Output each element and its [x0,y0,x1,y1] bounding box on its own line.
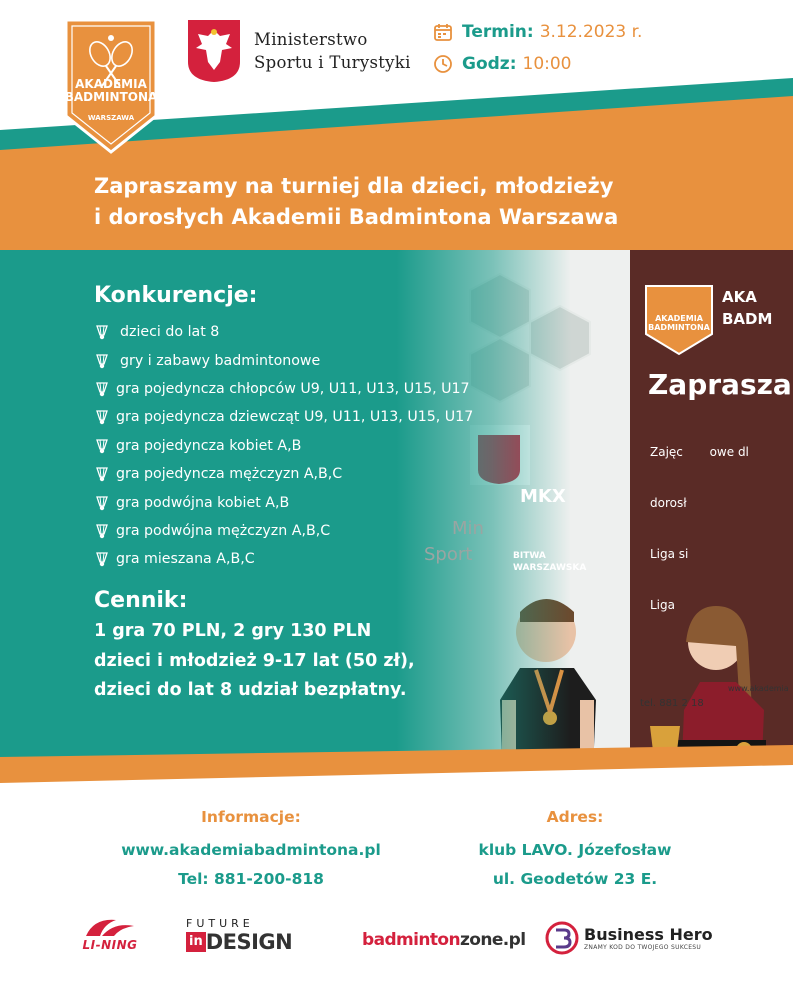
time-label: Godz: [462,54,517,74]
date-label: Termin: [462,22,534,42]
banner-footer: tel. 881 2 18 [640,698,704,709]
pricing-title: Cennik: [94,588,188,613]
pricing-section [94,588,494,706]
shuttlecock-icon [94,381,110,397]
competition-label: gry i zabawy badmintonowe [120,352,321,369]
price-line-2: dzieci i młodzież 9-17 lat (50 zł), [94,650,415,671]
competition-label: dzieci do lat 8 [120,324,220,341]
list-item [94,318,534,346]
headline-line-2: i dorosłych Akademii Badmintona Warszawa [94,205,619,229]
badmintonzone-logo [362,930,525,950]
logo-line-1: AKADEMIA [75,77,147,91]
lining-text: LI-NING [82,938,138,952]
headline-line-1: Zapraszamy na turniej dla dzieci, młodzieży [94,174,614,198]
address-line-1: klub LAVO. Józefosław [478,841,672,859]
lining-mark-icon [80,916,140,938]
shirt-print: MKX [520,486,566,507]
contact-info [96,808,406,894]
ministry-name [254,28,411,74]
list-item [94,403,534,431]
price-line-1: 1 gra 70 PLN, 2 gry 130 PLN [94,621,372,641]
event-time [432,50,642,78]
header [0,0,793,260]
future-in-box: in [186,932,206,952]
shirt-subtext: BITWA WARSZAWSKA [513,551,587,573]
competition-label: gra pojedyncza kobiet A,B [116,437,302,454]
price-line-3: dzieci do lat 8 udział bezpłatny. [94,680,407,700]
shuttlecock-icon [94,551,110,567]
website-link[interactable]: www.akademiabadmintona.pl [121,841,381,859]
list-item [94,517,534,545]
logo-text [62,78,160,125]
future-in-design-logo [186,918,292,954]
calendar-icon [432,21,454,43]
list-item [94,545,534,573]
poland-emblem-icon [186,18,242,84]
ministry-line-2: Sportu i Turystyki [254,53,411,72]
banner-lines [650,410,749,648]
list-item [94,375,534,403]
list-item [94,432,534,460]
business-hero-tagline: ZNAMY KOD DO TWOJEGO SUKCESU [584,943,702,951]
future-design-text: DESIGN [205,930,293,954]
logo-line-2: BADMINTONA [64,90,158,104]
competitions-section [94,283,534,574]
sponsors-bar [0,912,793,972]
business-hero-mark-icon [544,920,580,956]
time-value: 10:00 [522,54,572,74]
banner-logo [644,284,714,356]
banner-line-1: Zajęc owe dl [650,445,749,459]
banner-line-2: dorosł [650,496,687,510]
ministry-line-1: Ministerstwo [254,30,368,49]
shuttlecock-icon [94,438,110,454]
banner-side-text: AKA BADM [722,288,773,328]
address-title: Adres: [546,808,604,826]
competitions-title: Konkurencje: [94,283,258,308]
event-date [432,18,642,46]
shuttlecock-icon [94,353,110,369]
banner-logo-text: AKADEMIA BADMINTONA [648,314,710,332]
competition-label: gra podwójna kobiet A,B [116,494,290,511]
banner-line-3: Liga si [650,547,689,561]
info-title: Informacje: [201,808,301,826]
banner-site: www.akademia [728,684,789,693]
shuttlecock-icon [94,495,110,511]
logo-line-3: WARSZAWA [87,114,135,122]
headline [94,171,754,233]
date-value: 3.12.2023 r. [539,22,643,42]
phone-number[interactable]: Tel: 881-200-818 [178,870,324,888]
competition-label: gra mieszana A,B,C [116,551,255,568]
badmintonzone-part-2: zone.pl [459,930,526,950]
address-line-2: ul. Geodetów 23 E. [492,870,658,888]
banner-headline: Zaprasza [648,368,792,401]
list-item [94,346,534,374]
shuttlecock-icon [94,324,110,340]
future-text: FUTURE [186,917,254,930]
ministry-fragment-1: Min [452,518,484,539]
business-hero-title: Business Hero [584,924,713,944]
business-hero-logo [544,920,713,956]
competition-label: gra pojedyncza mężczyzn A,B,C [116,466,343,483]
competition-label: gra podwójna mężczyzn A,B,C [116,522,331,539]
event-info [432,18,642,82]
list-item [94,460,534,488]
badmintonzone-part-1: badminton [362,930,460,950]
banner-line-4: Liga [650,598,675,612]
shuttlecock-icon [94,523,110,539]
shuttlecock-icon [94,466,110,482]
lining-logo [80,916,140,952]
list-item [94,488,534,516]
address-info [440,808,710,894]
shuttlecock-icon [94,409,110,425]
competitions-list [94,318,534,574]
competition-label: gra pojedyncza dziewcząt U9, U11, U13, U15, U17 [116,409,474,426]
clock-icon [432,53,454,75]
ministry-fragment-2: Sport [424,544,473,565]
academy-logo [62,16,160,156]
competition-label: gra pojedyncza chłopców U9, U11, U13, U15, U17 [116,380,470,397]
